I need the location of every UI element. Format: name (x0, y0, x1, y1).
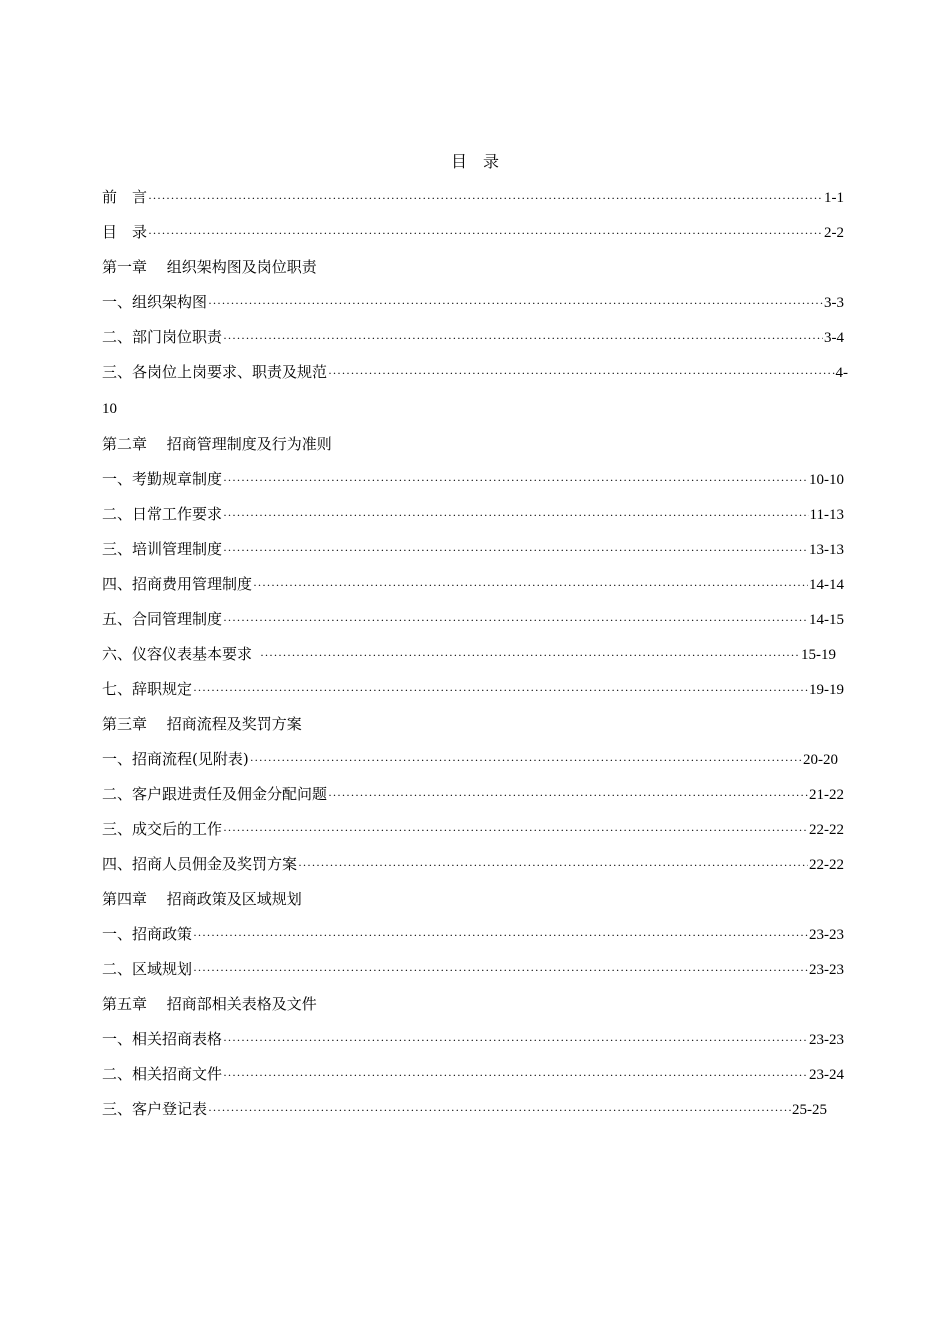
toc-chapter-heading[interactable] (102, 432, 332, 456)
toc-entry-page: 1-1 (824, 190, 844, 206)
toc-entry-label: 七、辞职规定 (102, 680, 193, 698)
toc-entry-label: 一、组织架构图 (102, 293, 208, 311)
toc-leader-dots (148, 186, 823, 209)
toc-entry-page: 14-15 (809, 612, 844, 628)
toc-entry-page: 20-20 (803, 752, 838, 768)
toc-entry[interactable] (102, 360, 848, 384)
toc-entry-page: 23-23 (809, 962, 844, 978)
toc-leader-dots (223, 468, 808, 491)
toc-chapter-heading[interactable] (102, 992, 317, 1016)
toc-entry[interactable] (102, 1027, 844, 1051)
toc-entry[interactable] (102, 220, 844, 244)
toc-entry-label: 一、相关招商表格 (102, 1030, 223, 1048)
toc-entry-label: 四、招商人员佣金及奖罚方案 (102, 855, 298, 873)
toc-entry-label: 三、客户登记表 (102, 1100, 208, 1118)
toc-entry[interactable] (102, 1097, 827, 1121)
toc-entry[interactable] (102, 677, 844, 701)
toc-leader-dots (223, 1028, 808, 1051)
toc-chapter-heading[interactable] (102, 255, 317, 279)
toc-leader-dots (223, 608, 808, 631)
toc-entry-page: 25-25 (792, 1102, 827, 1118)
toc-entry-label: 三、成交后的工作 (102, 820, 223, 838)
toc-leader-dots (223, 1063, 808, 1086)
toc-entry-label: 二、相关招商文件 (102, 1065, 223, 1083)
toc-entry[interactable] (102, 467, 844, 491)
toc-entry[interactable] (102, 852, 844, 876)
toc-entry-page: 3-4 (824, 330, 844, 346)
toc-entry-page: 23-23 (809, 1032, 844, 1048)
toc-entry[interactable] (102, 922, 844, 946)
toc-entry-label: 二、部门岗位职责 (102, 328, 223, 346)
toc-chapter-label: 第一章 组织架构图及岗位职责 (102, 258, 317, 276)
toc-leader-dots (328, 783, 808, 806)
toc-leader-dots (223, 503, 809, 526)
toc-entry[interactable] (102, 642, 836, 666)
toc-leader-dots (223, 818, 808, 841)
toc-entry-label: 一、招商流程(见附表) (102, 750, 249, 768)
toc-entry-label: 二、日常工作要求 (102, 505, 223, 523)
toc-leader-dots (223, 538, 808, 561)
toc-entry[interactable] (102, 502, 844, 526)
toc-entry-label: 二、客户跟进责任及佣金分配问题 (102, 785, 328, 803)
toc-entry-page: 23-24 (809, 1067, 844, 1083)
toc-entry[interactable] (102, 607, 844, 631)
toc-entry-page: 11-13 (809, 507, 844, 523)
toc-leader-dots (328, 361, 834, 384)
toc-entry-label: 三、各岗位上岗要求、职责及规范 (102, 363, 328, 381)
toc-entry-label: 四、招商费用管理制度 (102, 575, 253, 593)
toc-leader-dots (193, 678, 808, 701)
toc-entry-page: 22-22 (809, 857, 844, 873)
toc-entry-label: 六、仪容仪表基本要求 (102, 645, 253, 663)
toc-entry[interactable] (102, 537, 844, 561)
toc-entry-label: 三、培训管理制度 (102, 540, 223, 558)
toc-chapter-heading[interactable] (102, 887, 302, 911)
toc-entry-page: 4- (835, 365, 848, 381)
toc-entry-page: 22-22 (809, 822, 844, 838)
toc-chapter-label: 第二章 招商管理制度及行为准则 (102, 435, 332, 453)
toc-leader-dots (193, 923, 808, 946)
toc-leader-dots (208, 291, 823, 314)
toc-entry-label: 目 录 (102, 223, 148, 241)
toc-chapter-label: 第五章 招商部相关表格及文件 (102, 995, 317, 1013)
toc-entry[interactable] (102, 782, 844, 806)
toc-leader-dots (148, 221, 823, 244)
toc-entry-page-wrap: 10 (102, 401, 117, 417)
toc-entry[interactable] (102, 957, 844, 981)
toc-entry[interactable] (102, 1062, 844, 1086)
toc-entry[interactable] (102, 747, 838, 771)
toc-leader-dots (208, 1098, 791, 1121)
toc-leader-dots (250, 748, 802, 771)
toc-leader-dots (193, 958, 808, 981)
toc-entry-label: 五、合同管理制度 (102, 610, 223, 628)
toc-entry-page: 19-19 (809, 682, 844, 698)
toc-leader-dots (260, 643, 800, 666)
toc-entry-page: 15-19 (801, 647, 836, 663)
toc-entry-page: 21-22 (809, 787, 844, 803)
toc-entry-page: 10-10 (809, 472, 844, 488)
toc-entry[interactable] (102, 185, 844, 209)
toc-entry[interactable] (102, 817, 844, 841)
toc-entry-label: 一、招商政策 (102, 925, 193, 943)
toc-entry[interactable] (102, 290, 844, 314)
toc-entry-label: 二、区域规划 (102, 960, 193, 978)
toc-entry-page: 2-2 (824, 225, 844, 241)
toc-chapter-heading[interactable] (102, 712, 302, 736)
toc-entry-page: 3-3 (824, 295, 844, 311)
toc-entry[interactable] (102, 325, 844, 349)
toc-entry[interactable] (102, 572, 844, 596)
toc-leader-dots (298, 853, 808, 876)
toc-entry-page: 14-14 (809, 577, 844, 593)
toc-entry-page: 23-23 (809, 927, 844, 943)
toc-leader-dots (253, 573, 808, 596)
toc-title: 目 录 (450, 152, 499, 171)
toc-entry-label: 一、考勤规章制度 (102, 470, 223, 488)
toc-entry-label: 前 言 (102, 188, 148, 206)
toc-chapter-label: 第三章 招商流程及奖罚方案 (102, 715, 302, 733)
toc-leader-dots (223, 326, 823, 349)
toc-chapter-label: 第四章 招商政策及区域规划 (102, 890, 302, 908)
toc-entry-page: 13-13 (809, 542, 844, 558)
